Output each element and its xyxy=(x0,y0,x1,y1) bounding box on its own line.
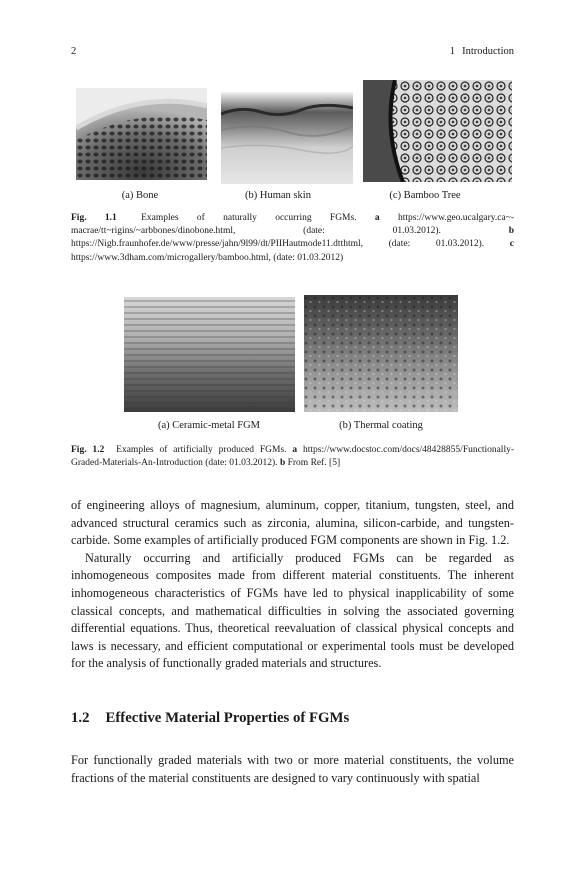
fig2-marker-a: a xyxy=(292,445,298,455)
fig1-subcaption-b: (b) Human skin xyxy=(245,190,311,201)
fig1-source-a: https://www.geo.ucalgary.ca~-macrae/tt~rigins/~arbbones/dinobone.html, (date: 01.03.2012). xyxy=(71,213,515,237)
figure-2-caption xyxy=(71,444,514,470)
thermal-coating-photo xyxy=(304,295,458,412)
fig1-marker-a: a xyxy=(374,213,380,223)
fig1-label: Fig. 1.1 xyxy=(71,213,117,223)
body-paragraph-1: of engineering alloys of magnesium, aluminum, copper, titanium, tungsten, steel, and advanced structural ceramics such as zirconia, alumina, silicon-carbide, and tungsten-carbide. Some examples of artificially produced FGM components are shown in Fig. 1.2. xyxy=(71,498,514,548)
chapter-number: 1 xyxy=(449,46,456,57)
fig1-intro: Examples of naturally occurring FGMs. xyxy=(141,213,357,223)
fig1-subcaption-a: (a) Bone xyxy=(121,190,159,201)
section-body-text xyxy=(71,752,514,787)
chapter-title: Introduction xyxy=(462,46,514,57)
fig2-source-b: From Ref. [5] xyxy=(287,458,341,469)
ceramic-metal-fgm-photo xyxy=(124,297,295,412)
fig2-subcaption-a: (a) Ceramic-metal FGM xyxy=(157,420,261,431)
bamboo-tree-photo xyxy=(363,80,512,182)
section-heading xyxy=(71,710,514,727)
section-number: 1.2 xyxy=(71,710,90,726)
body-paragraph-2: Naturally occurring and artificially produced FGMs can be regarded as inhomogeneous composites made from different material constituents. The inherent inhomogeneous characteristics of FGMs have led to physical inapplicability of some classical concepts, and mathematical difficulties in solving the associated governing differential equations. Thus, theoretical reevaluation of classical physical concepts and laws is necessary, and efficient computational or experimental tools must be developed for the analysis of functionally graded materials and structures. xyxy=(71,550,514,671)
fig2-marker-b: b xyxy=(279,458,286,469)
fig1-source-b: https://Nigb.fraunhofer.de/www/presse/jahn/9l99/dt/PIIHautmode11.dtthtml, (date: 01.03.2012). xyxy=(71,239,485,250)
page-number: 2 xyxy=(71,46,77,57)
bone-photo xyxy=(76,88,207,180)
fig1-marker-b: b xyxy=(508,226,514,237)
fig2-label: Fig. 1.2 xyxy=(71,445,105,455)
fig1-source-c: https://www.3dham.com/microgallery/bamboo.html, (date: 01.03.2012) xyxy=(71,252,344,263)
body-text xyxy=(71,497,514,673)
fig2-source-a: https://www.docstoc.com/docs/48428855/Functionally-Graded-Materials-An-Introduction (date: 01.03.2012). xyxy=(71,445,515,469)
fig2-subcaption-b: (b) Thermal coating xyxy=(339,420,423,431)
running-head xyxy=(71,46,514,60)
human-skin-photo xyxy=(221,92,353,184)
fig2-intro: Examples of artificially produced FGMs. xyxy=(116,445,287,455)
fig1-marker-c: c xyxy=(509,239,514,250)
figure-1-caption xyxy=(71,212,514,265)
fig1-subcaption-c: (c) Bamboo Tree xyxy=(389,190,461,201)
section-paragraph-1: For functionally graded materials with two or more material constituents, the volume fractions of the material constituents are designed to vary continuously with spatial xyxy=(71,753,514,785)
section-title: Effective Material Properties of FGMs xyxy=(105,710,350,726)
chapter-heading xyxy=(450,46,514,57)
